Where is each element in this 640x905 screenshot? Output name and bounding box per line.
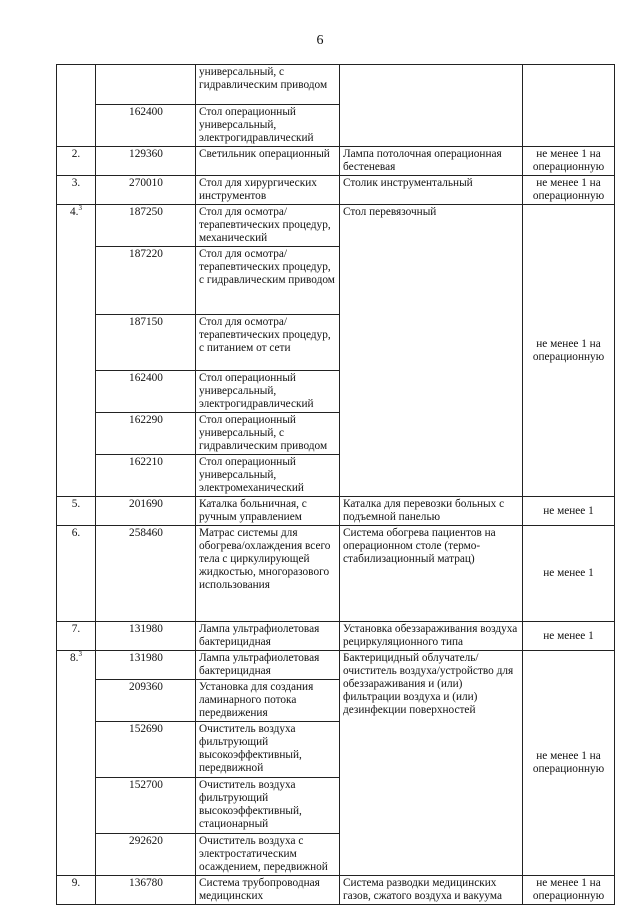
row-number-cell: 2. (57, 147, 96, 176)
name-cell: Светильник операционный (196, 147, 340, 176)
name-cell: Стол операционный универсальный, с гидравлическим приводом (196, 413, 340, 455)
row-number-cell: 9. (57, 876, 96, 905)
type-cell: Система обогрева пациентов на операционном столе (термо-стабилизационный матрац) (340, 526, 523, 622)
row-number: 4. (70, 206, 79, 218)
row-number-cell: 5. (57, 497, 96, 526)
type-cell: Лампа потолочная операционная бестеневая (340, 147, 523, 176)
name-cell: Стол для хирургических инструментов (196, 176, 340, 205)
table-row (57, 876, 615, 905)
type-cell: Бактерицидный облучатель/очиститель воздуха/устройство для обеззараживания и (или) фильтрации воздуха и (или) дезинфекции поверхностей (340, 651, 523, 876)
name-cell: Стол для осмотра/терапевтических процедур, с гидравлическим приводом (196, 247, 340, 315)
qty-cell: не менее 1 на операционную (523, 176, 615, 205)
name-cell: Очиститель воздуха фильтрующий высокоэффективный, передвижной (196, 722, 340, 778)
name-cell: Лампа ультрафиолетовая бактерицидная (196, 622, 340, 651)
code-cell: 152700 (96, 778, 196, 834)
qty-cell: не менее 1 на операционную (523, 651, 615, 876)
row-number-cell (57, 65, 96, 147)
row-number-cell: 6. (57, 526, 96, 622)
qty-cell: не менее 1 на операционную (523, 205, 615, 497)
equipment-table (56, 64, 615, 905)
type-cell: Каталка для перевозки больных с подъемной панелью (340, 497, 523, 526)
type-cell: Установка обеззараживания воздуха рециркуляционного типа (340, 622, 523, 651)
code-cell: 152690 (96, 722, 196, 778)
code-cell: 201690 (96, 497, 196, 526)
code-cell: 136780 (96, 876, 196, 905)
type-cell: Стол перевязочный (340, 205, 523, 497)
row-number: 8. (70, 652, 79, 664)
table-row (57, 65, 615, 105)
name-cell: Стол операционный универсальный, электрогидравлический (196, 371, 340, 413)
row-number-cell: 3. (57, 176, 96, 205)
code-cell: 162210 (96, 455, 196, 497)
name-cell: Система трубопроводная медицинских (196, 876, 340, 905)
code-cell: 187250 (96, 205, 196, 247)
code-cell: 258460 (96, 526, 196, 622)
code-cell: 131980 (96, 651, 196, 680)
name-cell: Матрас системы для обогрева/охлаждения всего тела с циркулирующей жидкостью, многоразового использования (196, 526, 340, 622)
table-row (57, 651, 615, 680)
name-cell: Лампа ультрафиолетовая бактерицидная (196, 651, 340, 680)
row-number-cell (57, 205, 96, 497)
code-cell: 131980 (96, 622, 196, 651)
code-cell: 209360 (96, 680, 196, 722)
type-cell: Система разводки медицинских газов, сжатого воздуха и вакуума (340, 876, 523, 905)
code-cell: 292620 (96, 834, 196, 876)
name-cell: Стол для осмотра/терапевтических процедур, механический (196, 205, 340, 247)
code-cell: 162400 (96, 105, 196, 147)
table-row (57, 147, 615, 176)
qty-cell: не менее 1 (523, 526, 615, 622)
code-cell: 162400 (96, 371, 196, 413)
row-number-cell (57, 651, 96, 876)
code-cell: 187220 (96, 247, 196, 315)
name-cell: Стол для осмотра/терапевтических процедур, с питанием от сети (196, 315, 340, 371)
name-cell: Очиститель воздуха фильтрующий высокоэффективный, стационарный (196, 778, 340, 834)
qty-cell: не менее 1 (523, 497, 615, 526)
qty-cell: не менее 1 (523, 622, 615, 651)
qty-cell: не менее 1 на операционную (523, 147, 615, 176)
code-cell: 129360 (96, 147, 196, 176)
qty-cell (523, 65, 615, 147)
name-cell: Каталка больничная, с ручным управлением (196, 497, 340, 526)
footnote-mark: 3 (78, 204, 82, 213)
table-row (57, 176, 615, 205)
footnote-mark: 3 (78, 650, 82, 659)
qty-cell: не менее 1 на операционную (523, 876, 615, 905)
table-row (57, 205, 615, 247)
name-cell: Стол операционный универсальный, электромеханический (196, 455, 340, 497)
page-number: 6 (316, 33, 324, 48)
name-cell: Установка для создания ламинарного потока передвижения (196, 680, 340, 722)
name-cell: Стол операционный универсальный, электрогидравлический (196, 105, 340, 147)
name-cell: универсальный, с гидравлическим приводом (196, 65, 340, 105)
code-cell: 187150 (96, 315, 196, 371)
code-cell: 162290 (96, 413, 196, 455)
type-cell: Столик инструментальный (340, 176, 523, 205)
type-cell (340, 65, 523, 147)
code-cell (96, 65, 196, 105)
table-row (57, 622, 615, 651)
table-row (57, 526, 615, 622)
name-cell: Очиститель воздуха с электростатическим осаждением, передвижной (196, 834, 340, 876)
table-row (57, 497, 615, 526)
code-cell: 270010 (96, 176, 196, 205)
row-number-cell: 7. (57, 622, 96, 651)
